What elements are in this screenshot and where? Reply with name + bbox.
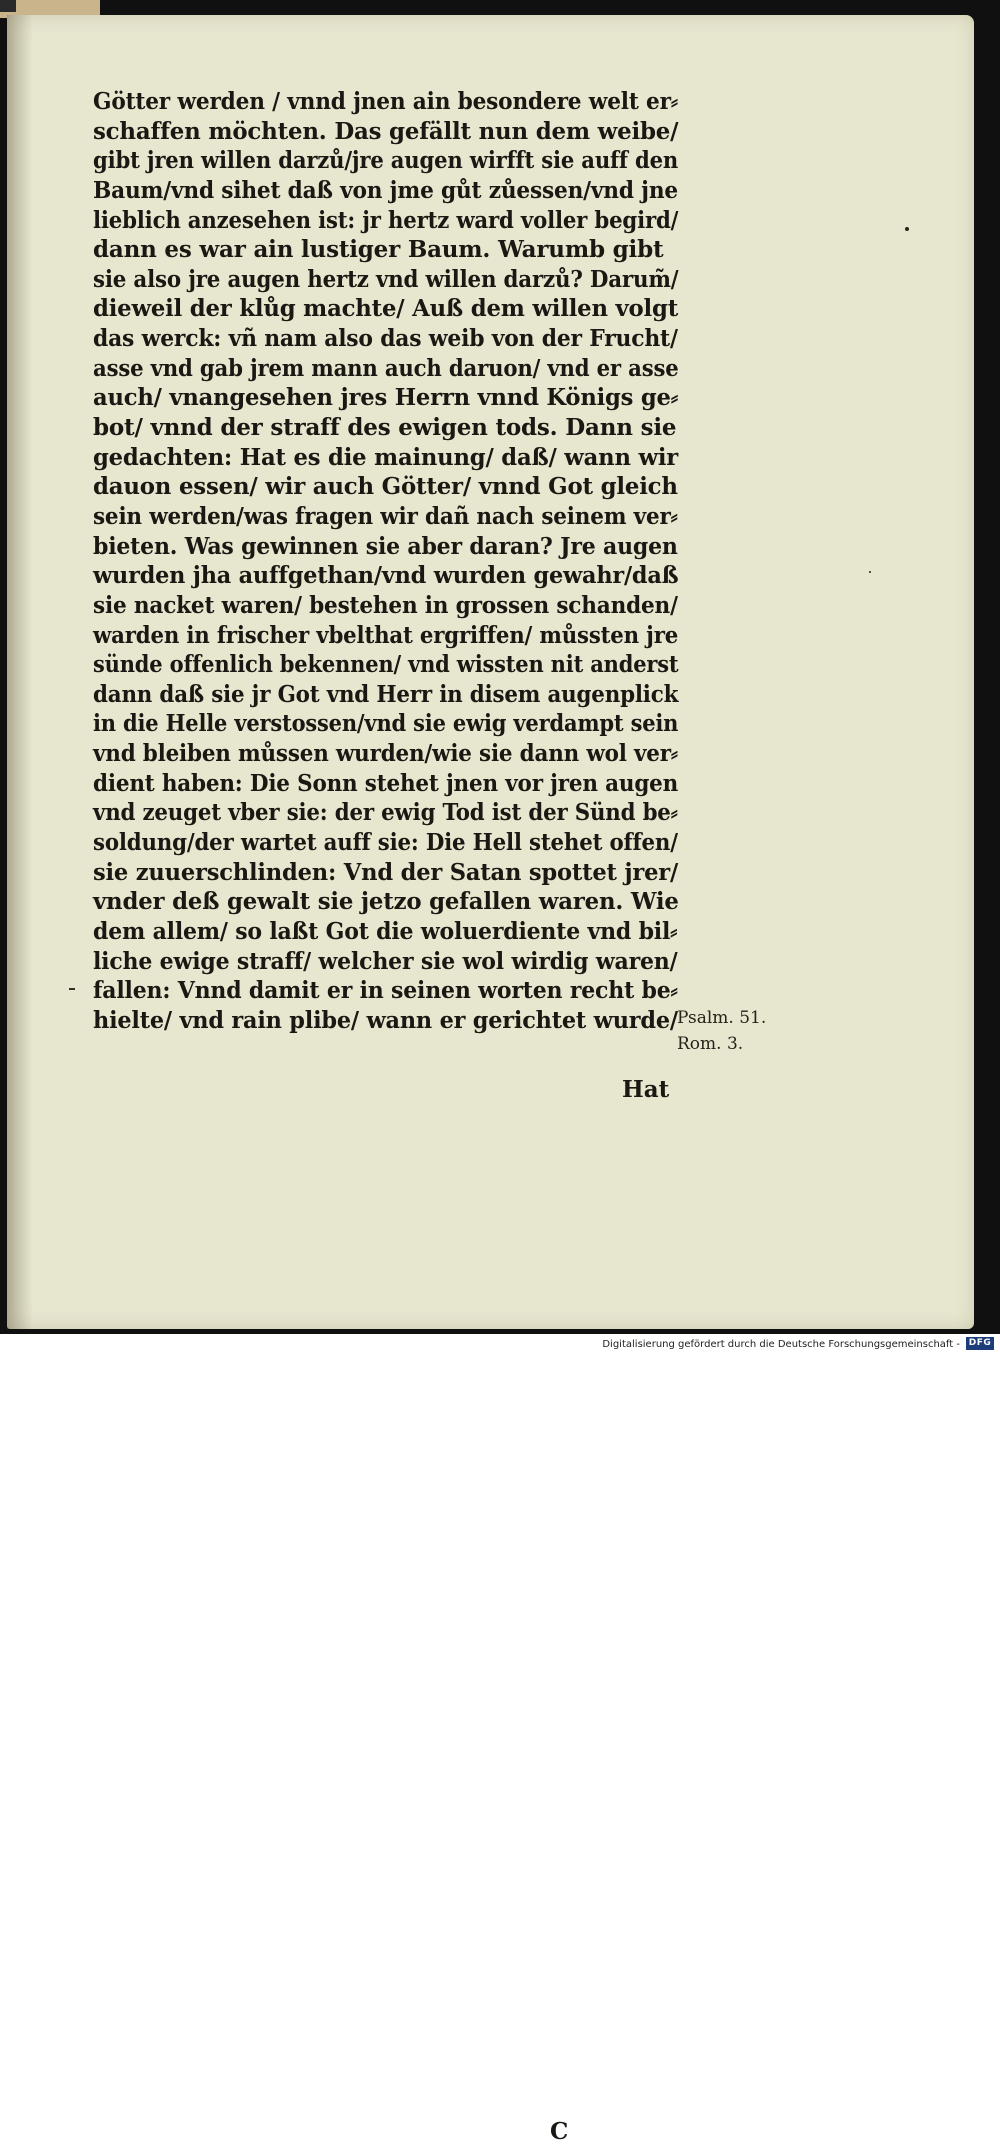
text-line: schaffen möchten. Das gefällt nun dem weibe/	[93, 117, 679, 145]
marginal-note-psalm: Psalm. 51.	[677, 1008, 767, 1028]
text-line: in die Helle verstossen/vnd sie ewig verdampt sein	[93, 710, 679, 738]
text-line: dann es war ain lustiger Baum. Warumb gibt	[93, 236, 664, 264]
binding-corner-shadow	[0, 0, 16, 12]
text-line: dem allem/ so laßt Got die woluerdiente vnd bil⸗	[93, 917, 678, 945]
text-line: wurden jha auffgethan/vnd wurden gewahr/daß	[93, 562, 679, 590]
text-line: das werck: vñ nam also das weib von der Frucht/	[93, 325, 678, 353]
marginal-note-romans: Rom. 3.	[677, 1034, 744, 1054]
text-line: sein werden/was fragen wir dañ nach seinem ver⸗	[93, 502, 678, 530]
text-line: sie zuuerschlinden: Vnd der Satan spottet jrer/	[93, 858, 679, 886]
text-line: vnder deß gewalt sie jetzo gefallen waren. Wie	[93, 888, 679, 916]
text-line: sie also jre augen hertz vnd willen darzů? Darum̃/	[93, 265, 679, 293]
text-line: gibt jren willen darzů/jre augen wirfft sie auff den	[93, 147, 679, 175]
catchword: Hat	[622, 1076, 670, 1103]
text-line: lieblich anzesehen ist: jr hertz ward voller begird/	[93, 206, 679, 234]
dfg-logo: DFG	[966, 1337, 994, 1350]
margin-mark	[69, 988, 75, 990]
text-line: soldung/der wartet auff sie: Die Hell stehet offen/	[93, 829, 678, 857]
text-line: sünde offenlich bekennen/ vnd wissten nit anderst	[93, 651, 679, 679]
paper-speck	[905, 227, 909, 231]
text-line: warden in frischer vbelthat ergriffen/ můssten jre	[93, 621, 679, 649]
text-line: Götter werden / vnnd jnen ain besondere welt er⸗	[93, 88, 678, 115]
text-line: hielte/ vnd rain plibe/ wann er gerichtet wurde/	[93, 1006, 678, 1034]
funding-credit: Digitalisierung gefördert durch die Deutsche Forschungsgemeinschaft -	[602, 1339, 960, 1350]
page-gutter-shadow	[7, 15, 33, 1329]
text-line: sie nacket waren/ bestehen in grossen schanden/	[93, 591, 678, 619]
text-line: bot/ vnnd der straff des ewigen tods. Dann sie	[93, 414, 677, 442]
text-line: bieten. Was gewinnen sie aber daran? Jre augen	[93, 532, 678, 560]
paper-speck	[869, 571, 871, 573]
text-line: asse vnd gab jrem mann auch daruon/ vnd er asse	[93, 354, 679, 382]
text-line: dieweil der klůg machte/ Auß dem willen volgt	[93, 295, 679, 323]
signature-mark: C	[550, 2118, 569, 2145]
text-line: dient haben: Die Sonn stehet jnen vor jren augen	[93, 769, 679, 797]
text-line: vnd zeuget vber sie: der ewig Tod ist der Sünd be⸗	[93, 799, 678, 827]
text-line: dann daß sie jr Got vnd Herr in disem augenplick	[93, 680, 679, 708]
text-line: liche ewige straff/ welcher sie wol wirdig waren/	[93, 947, 678, 975]
body-text	[93, 87, 679, 1036]
text-line: vnd bleiben můssen wurden/wie sie dann wol ver⸗	[93, 740, 678, 768]
text-line: fallen: Vnnd damit er in seinen worten recht be⸗	[93, 977, 678, 1005]
text-line: dauon essen/ wir auch Götter/ vnnd Got gleich	[93, 473, 678, 501]
text-line: gedachten: Hat es die mainung/ daß/ wann wir	[93, 443, 679, 471]
text-line: Baum/vnd sihet daß von jme gůt zůessen/vnd jne	[93, 176, 678, 204]
text-line: auch/ vnangesehen jres Herrn vnnd Königs ge⸗	[93, 384, 679, 412]
